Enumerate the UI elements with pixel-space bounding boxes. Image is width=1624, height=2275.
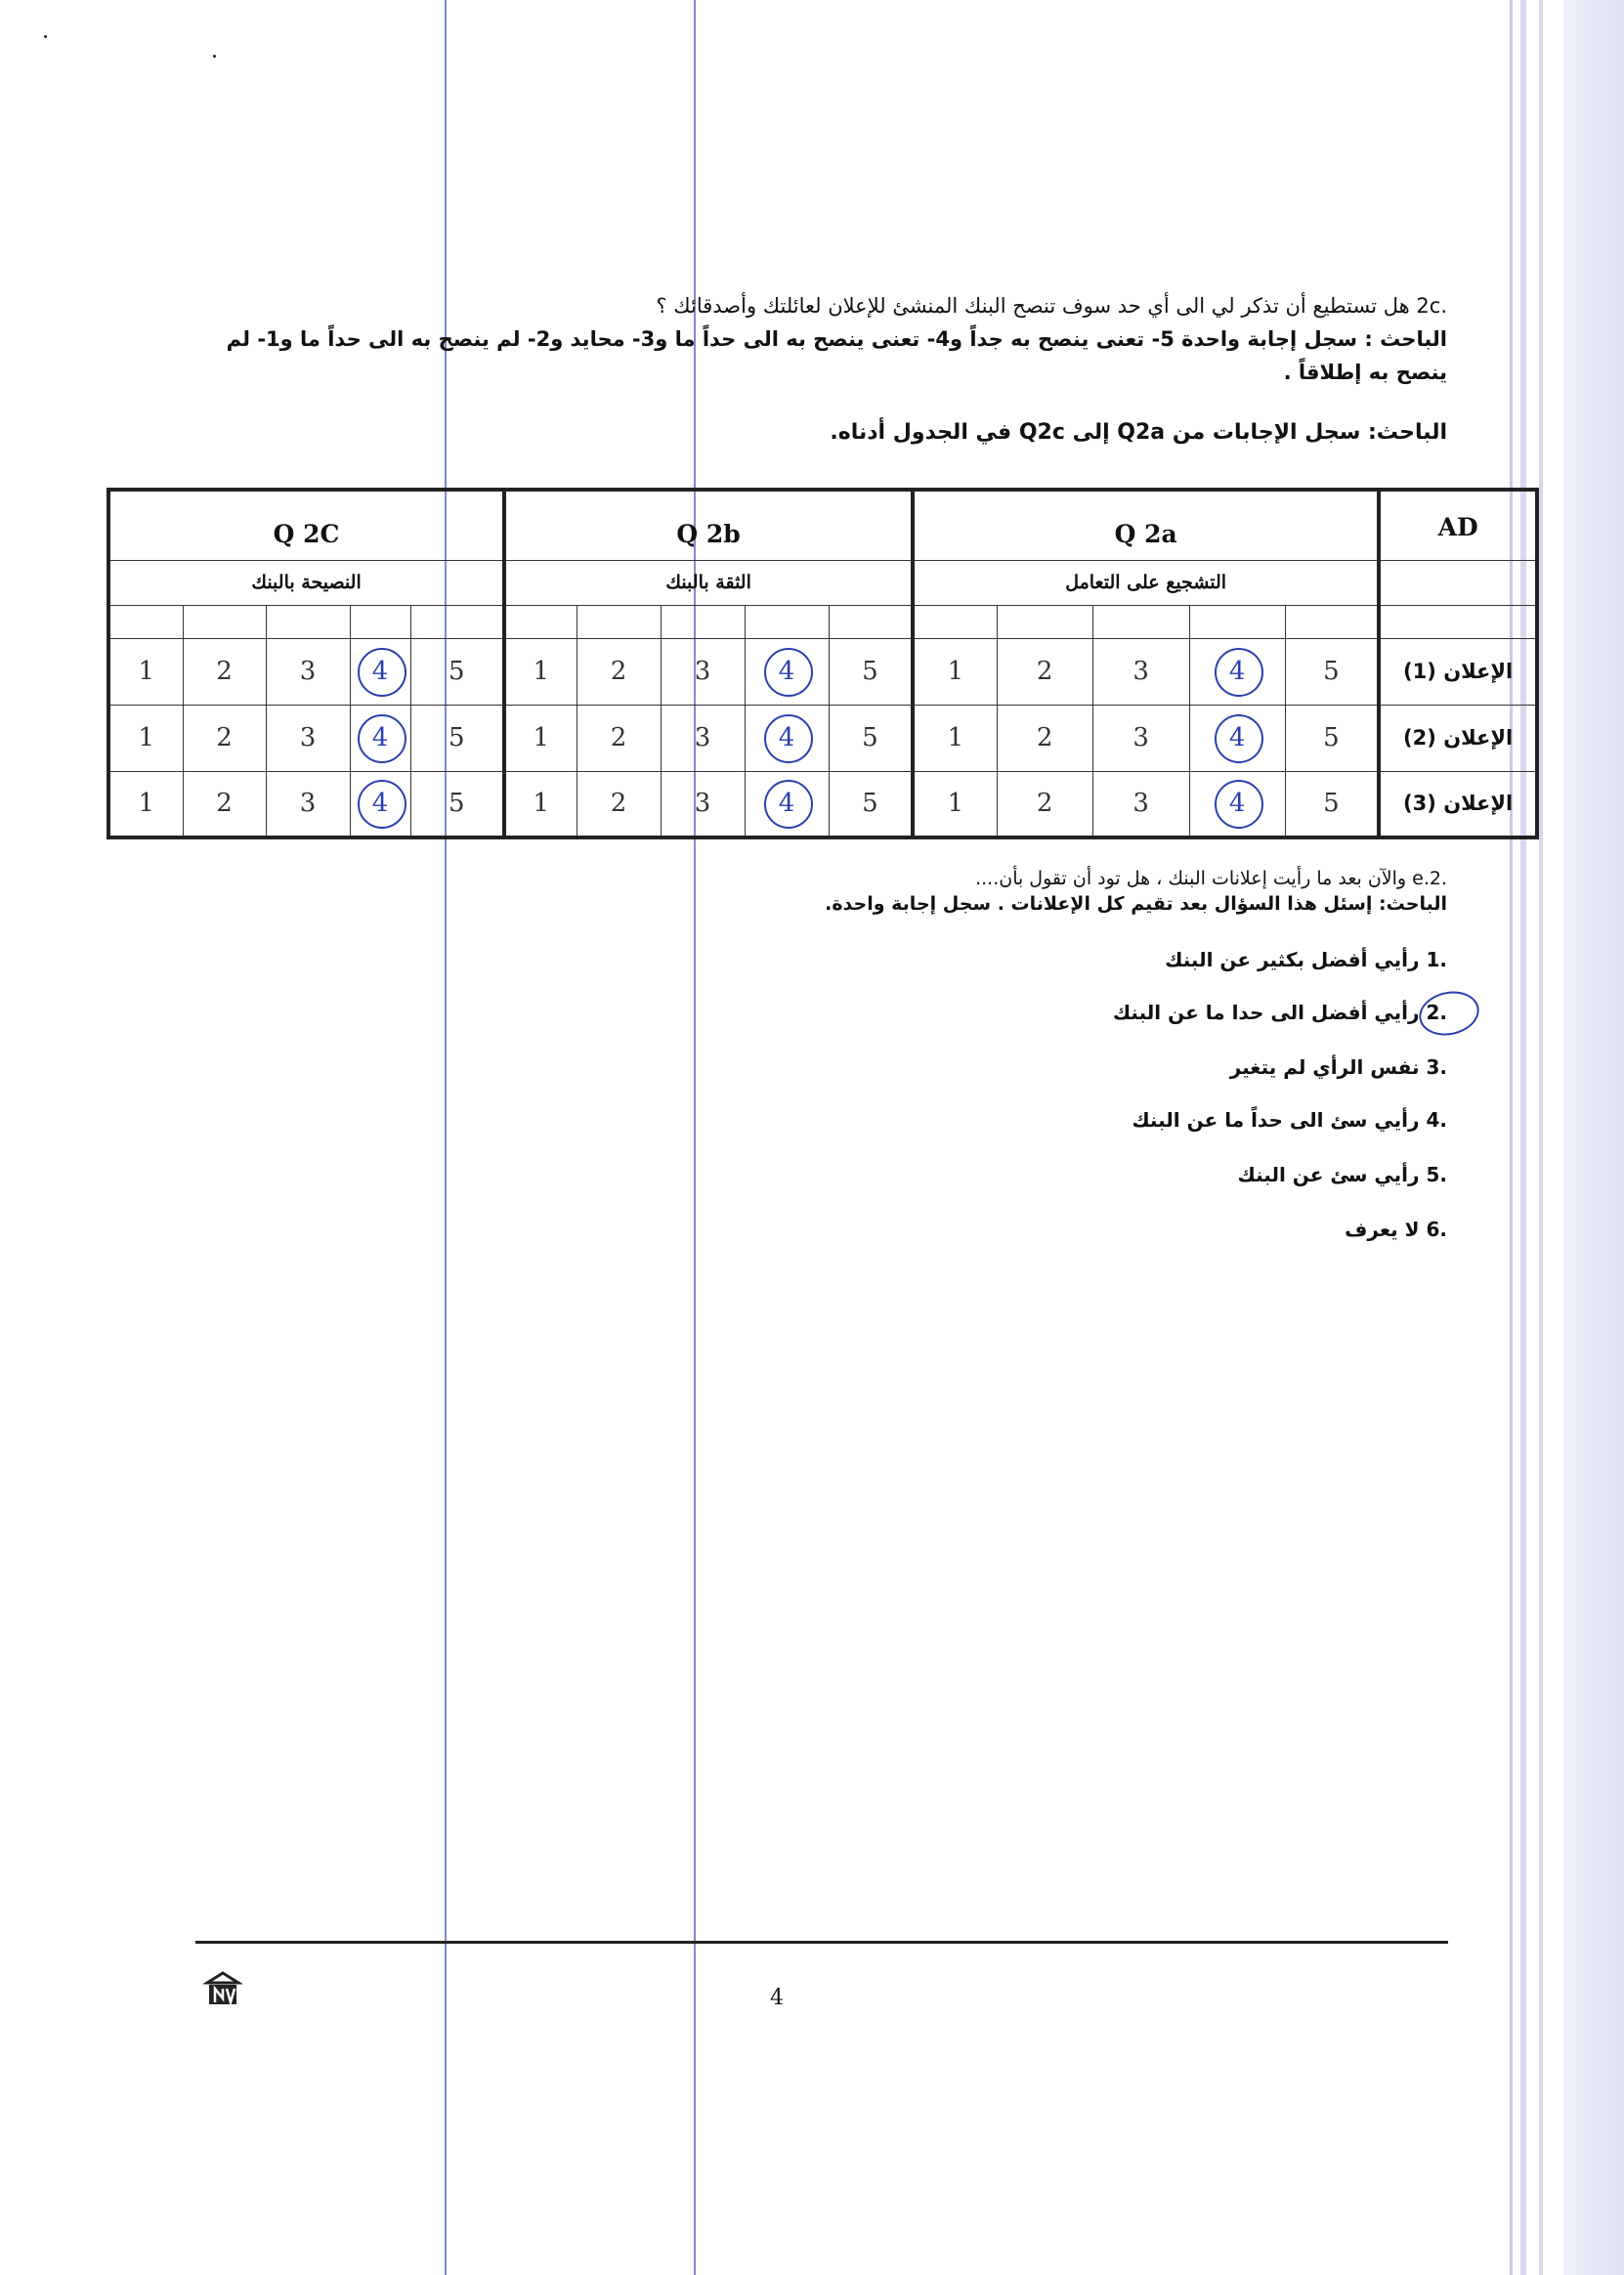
scale-cell[interactable]: 1 [108,771,183,837]
scale-cell[interactable]: 3 [266,638,350,705]
row-label: الإعلان (2) [1379,705,1537,771]
scale-cell[interactable]: 3 [1092,638,1189,705]
group-header-q2c: Q 2C [108,490,504,560]
scan-speck [213,55,216,58]
scale-cell[interactable]: 2 [997,771,1092,837]
scale-cell[interactable]: 3 [266,705,350,771]
row-label: الإعلان (1) [1379,638,1537,705]
scale-cell-circled[interactable]: 4 [1189,638,1285,705]
scale-cell[interactable]: 2 [997,638,1092,705]
scale-cell[interactable]: 5 [829,638,913,705]
scale-cell[interactable]: 5 [1285,638,1379,705]
scale-cell[interactable]: 2 [183,705,266,771]
answer-option-6[interactable]: .6 لا يعرف [1345,1218,1447,1241]
group-label-q2a: التشجيع على التعامل [913,560,1379,605]
scale-cell[interactable]: 1 [504,638,577,705]
page-number: 4 [770,1986,784,2010]
response-table [107,488,1539,839]
page-edge [1539,0,1543,2275]
scale-cell-circled[interactable]: 4 [350,771,410,837]
scale-cell[interactable]: 1 [504,705,577,771]
scale-cell[interactable]: 5 [1285,705,1379,771]
record-instruction: الباحث: سجل الإجابات من Q2a إلى Q2c في الجدول أدناه. [830,420,1447,445]
scale-cell[interactable]: 5 [410,638,504,705]
scale-cell[interactable]: 2 [577,638,661,705]
table-row [108,638,1537,705]
selected-answer-mark [1415,986,1483,1041]
scale-cell[interactable]: 1 [913,705,997,771]
company-logo-icon [203,1969,242,2008]
ad-header: AD [1379,490,1537,560]
scale-cell[interactable]: 3 [1092,705,1189,771]
answer-option-2[interactable]: .2 رأيي أفضل الى حدا ما عن البنك [1112,1001,1447,1024]
answer-option-5[interactable]: .5 رأيي سئ عن البنك [1237,1163,1447,1186]
scale-cell[interactable]: 1 [108,638,183,705]
scale-cell[interactable]: 3 [661,771,745,837]
scale-cell-circled[interactable]: 4 [1189,705,1285,771]
scale-cell[interactable]: 2 [997,705,1092,771]
answer-option-1[interactable]: .1 رأيي أفضل بكثير عن البنك [1165,948,1447,971]
question-2c [177,289,1447,389]
row-label: الإعلان (3) [1379,771,1537,837]
table-row [108,705,1537,771]
scale-cell-circled[interactable]: 4 [745,771,829,837]
scale-cell[interactable]: 5 [1285,771,1379,837]
scale-cell-circled[interactable]: 4 [1189,771,1285,837]
scale-cell[interactable]: 3 [1092,771,1189,837]
scale-cell-circled[interactable]: 4 [350,638,410,705]
footer-rule [195,1941,1448,1944]
question-2c-instruction: الباحث : سجل إجابة واحدة 5- تعنى ينصح به جداً و4- تعنى ينصح به الى حداً ما و3- محايد و2- لم ينصح به الى حداً ما و1- لم ينصح به إطلاقاً . [226,327,1447,384]
scale-cell-circled[interactable]: 4 [745,638,829,705]
question-2e [825,866,1447,917]
scale-cell[interactable]: 1 [504,771,577,837]
scale-cell[interactable]: 5 [829,705,913,771]
question-2e-instruction: الباحث: إسئل هذا السؤال بعد تقيم كل الإعلانات . سجل إجابة واحدة. [825,893,1447,915]
scale-cell[interactable]: 2 [183,638,266,705]
scale-cell[interactable]: 2 [183,771,266,837]
question-2c-text: .2c هل تستطيع أن تذكر لي الى أي حد سوف تنصح البنك المنشئ للإعلان لعائلتك وأصدقائك ؟ [656,294,1447,318]
scale-cell[interactable]: 1 [108,705,183,771]
group-header-q2b: Q 2b [504,490,913,560]
scan-speck [44,35,47,38]
page-edge [1510,0,1513,2275]
group-label-q2b: الثقة بالبنك [504,560,913,605]
scale-cell[interactable]: 5 [829,771,913,837]
group-label-q2c: النصيحة بالبنك [108,560,504,605]
scale-cell[interactable]: 1 [913,638,997,705]
page-edge [1520,0,1526,2275]
question-2e-text: .2.e والآن بعد ما رأيت إعلانات البنك ، هل تود أن تقول بأن.... [975,868,1447,889]
scale-cell[interactable]: 5 [410,705,504,771]
scale-cell[interactable]: 2 [577,705,661,771]
scale-cell[interactable]: 1 [913,771,997,837]
scale-cell[interactable]: 3 [266,771,350,837]
scale-cell[interactable]: 3 [661,638,745,705]
table-row [108,771,1537,837]
scale-cell-circled[interactable]: 4 [745,705,829,771]
scale-cell[interactable]: 5 [410,771,504,837]
answer-option-3[interactable]: .3 نفس الرأي لم يتغير [1229,1055,1447,1079]
group-header-q2a: Q 2a [913,490,1379,560]
scale-cell[interactable]: 2 [577,771,661,837]
scale-cell[interactable]: 3 [661,705,745,771]
scale-cell-circled[interactable]: 4 [350,705,410,771]
ad-label-cell [1379,560,1537,605]
page-edge [1563,0,1624,2275]
answer-option-4[interactable]: .4 رأيي سئ الى حداً ما عن البنك [1132,1108,1447,1132]
